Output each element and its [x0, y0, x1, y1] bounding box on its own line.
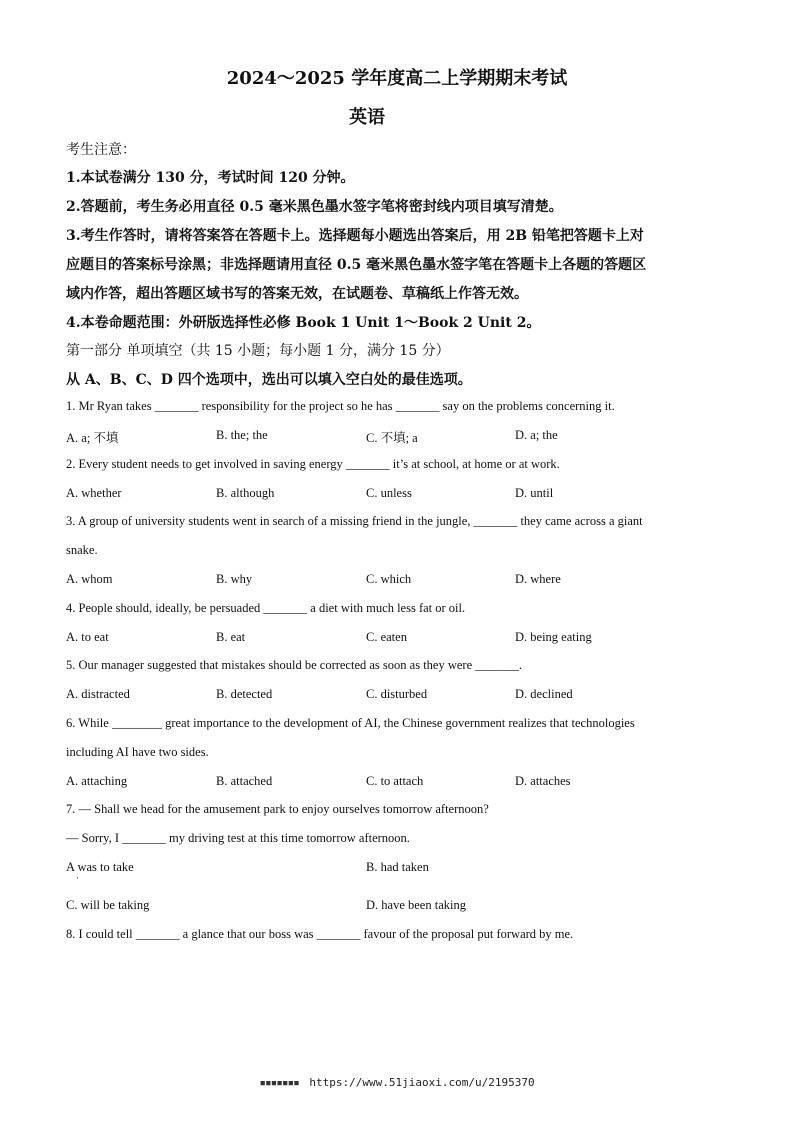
question-6-option-d[interactable]: D. attaches [515, 774, 571, 788]
notice-item-3-line-3: 域内作答，超出答题区域书写的答案无效，在试题卷、草稿纸上作答无效。 [66, 286, 528, 302]
question-3-stem-line-2: snake. [66, 543, 98, 557]
question-2-stem: 2. Every student needs to get involved in saving energy _______ it’s at school, at home or at work. [66, 457, 560, 471]
question-2-option-d[interactable]: D. until [515, 486, 554, 500]
question-3-stem-line-1: 3. A group of university students went in search of a missing friend in the jungle, _______ they came across a giant [66, 514, 643, 528]
footer-logo-dots: ▪▪▪▪▪▪▪ [259, 1076, 299, 1089]
question-3-option-d[interactable]: D. where [515, 572, 561, 586]
question-1-option-d[interactable]: D. a; the [515, 428, 558, 442]
question-5-option-c[interactable]: C. disturbed [366, 687, 428, 701]
question-7-option-a[interactable]: A was to take [66, 860, 134, 874]
question-7-option-d[interactable]: D. have been taking [366, 898, 466, 912]
question-6-option-c[interactable]: C. to attach [366, 774, 424, 788]
question-8-stem: 8. I could tell _______ a glance that our boss was _______ favour of the proposal put forward by me. [66, 927, 574, 941]
question-1-option-c[interactable]: C. 不填; a [366, 431, 418, 445]
question-5-option-d[interactable]: D. declined [515, 687, 573, 701]
question-1-option-a[interactable]: A. a; 不填 [66, 431, 119, 445]
question-2-option-b[interactable]: B. although [216, 486, 275, 500]
question-4-option-b[interactable]: B. eat [216, 630, 246, 644]
question-2-option-c[interactable]: C. unless [366, 486, 412, 500]
stray-mark: · [76, 874, 79, 884]
exam-subject: 英语 [349, 107, 385, 128]
question-4-option-a[interactable]: A. to eat [66, 630, 109, 644]
question-6-stem-line-1: 6. While ________ great importance to the development of AI, the Chinese government realizes that technologies [66, 716, 635, 730]
question-7-option-c[interactable]: C. will be taking [66, 898, 150, 912]
question-6-option-b[interactable]: B. attached [216, 774, 273, 788]
question-1-option-b[interactable]: B. the; the [216, 428, 268, 442]
question-4-option-c[interactable]: C. eaten [366, 630, 407, 644]
question-5-option-b[interactable]: B. detected [216, 687, 273, 701]
section-title: 第一部分 单项填空（共 15 小题；每小题 1 分，满分 15 分） [66, 343, 450, 359]
notice-item-3-line-2: 应题目的答案标号涂黑；非选择题请用直径 0.5 毫米黑色墨水签字笔在答题卡上各题的答题区 [66, 257, 647, 273]
question-2-option-a[interactable]: A. whether [66, 486, 122, 500]
question-7-option-b[interactable]: B. had taken [366, 860, 429, 874]
notice-item-1: 1.本试卷满分 130 分，考试时间 120 分钟。 [66, 170, 355, 186]
question-6-option-a[interactable]: A. attaching [66, 774, 128, 788]
question-6-stem-line-2: including AI have two sides. [66, 745, 209, 759]
question-7-stem-line-2: — Sorry, I _______ my driving test at this time tomorrow afternoon. [66, 831, 410, 845]
notice-item-3-line-1: 3.考生作答时，请将答案答在答题卡上。选择题每小题选出答案后，用 2B 铅笔把答题卡上对 [66, 228, 644, 244]
section-instruction: 从 A、B、C、D 四个选项中，选出可以填入空白处的最佳选项。 [66, 372, 472, 388]
notice-item-4: 4.本卷命题范围：外研版选择性必修 Book 1 Unit 1～Book 2 Unit 2。 [66, 315, 541, 331]
question-5-option-a[interactable]: A. distracted [66, 687, 130, 701]
exam-title: 2024～2025 学年度高二上学期期末考试 [226, 68, 568, 89]
question-4-stem: 4. People should, ideally, be persuaded _______ a diet with much less fat or oil. [66, 601, 466, 615]
question-1-stem: 1. Mr Ryan takes _______ responsibility for the project so he has _______ say on the problems concerning it. [66, 399, 615, 413]
question-5-stem: 5. Our manager suggested that mistakes should be corrected as soon as they were _______. [66, 658, 523, 672]
question-3-option-b[interactable]: B. why [216, 572, 253, 586]
notice-heading: 考生注意： [66, 142, 136, 158]
question-3-option-c[interactable]: C. which [366, 572, 412, 586]
footer-url-link[interactable]: https://www.51jiaoxi.com/u/2195370 [309, 1076, 535, 1089]
notice-item-2: 2.答题前，考生务必用直径 0.5 毫米黑色墨水签字笔将密封线内项目填写清楚。 [66, 199, 563, 215]
question-7-stem-line-1: 7. — Shall we head for the amusement park to enjoy ourselves tomorrow afternoon? [66, 802, 489, 816]
page-footer [0, 1076, 794, 1089]
question-3-option-a[interactable]: A. whom [66, 572, 113, 586]
question-4-option-d[interactable]: D. being eating [515, 630, 592, 644]
